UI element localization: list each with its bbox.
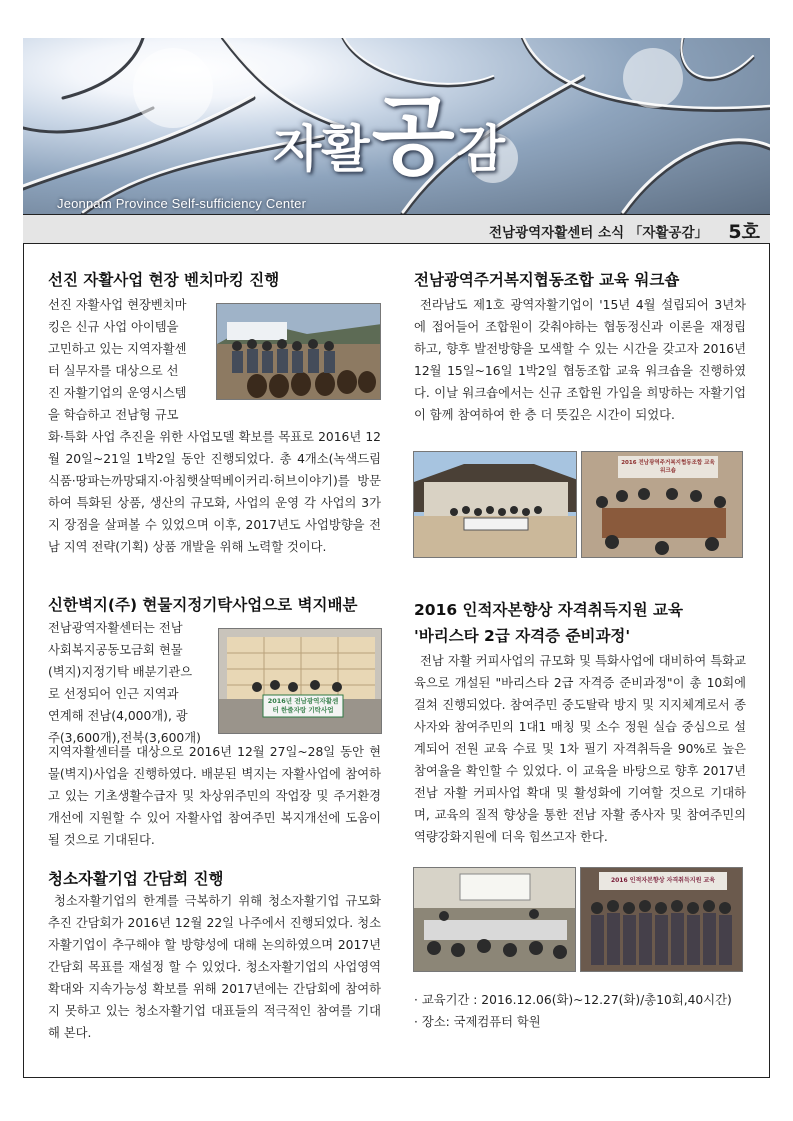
article-title: 전남광역주거복지협동조합 교육 워크숍 [414, 271, 680, 289]
text-line: 킹은 신규 사업 아이템을 [48, 320, 179, 334]
title-part: 자활 [273, 120, 370, 178]
education-period: · 교육기간 : 2016.12.06(화)~12.27(화)/총10회,40시간) [414, 993, 732, 1007]
text-line: 진 자활기업의 운영시스템 [48, 386, 187, 400]
text-line: (벽지)지정기탁 배분기관으 [48, 665, 193, 679]
workshop-meeting-photo [581, 451, 743, 558]
photo-banner-text: 2016 인적자본향상 자격취득지원 교육 [610, 877, 716, 884]
center-english-name: Jeonnam Province Self-sufficiency Center [57, 196, 307, 211]
article-title: 2016 인적자본향상 자격취득지원 교육 [414, 601, 683, 619]
title-part: 감 [456, 120, 505, 178]
text-line: 전남광역자활센터는 전남 [48, 621, 183, 635]
article-body: 청소자활기업의 한계를 극복하기 위해 청소자활기업 규모화 추진 간담회가 2016년 12월 22일 나주에서 진행되었다. 청소자활기업이 추구해야 할 방향성에 대해 논의하였으며 2017년 간담회 목표를 재설정 할 수 있었다. 청소자활기업의 사업영역 확대와 지속가능성 확보를 위해 2017년에는 간담회에 참여하지 못하고 있는 청소자활기업 대표들의 적극적인 참여를 기대해 본다. [48, 894, 381, 1040]
text-line: 터 실무자를 대상으로 선 [48, 364, 179, 378]
text-line: 주(3,600개),전북(3,600개) [48, 731, 201, 745]
issue-number: 5호 [728, 221, 760, 243]
newsletter-label: 전남광역자활센터 소식 「자활공감」 [489, 225, 708, 241]
newsletter-title [273, 86, 505, 187]
photo-banner-text: 2016 전남광역주거복지협동조합 교육 워크숍 [621, 460, 715, 474]
text-line: 고민하고 있는 지역자활센 [48, 342, 187, 356]
newsletter-banner [23, 38, 770, 214]
article-title: 신한벽지(주) 현물지정기탁사업으로 벽지배분 [48, 596, 358, 614]
group-photo-jars [216, 303, 381, 400]
article-body: 지역자활센터를 대상으로 2016년 12월 27일~28일 동안 현물(벽지)사업을 진행하였다. 배분된 벽지는 자활사업에 참여하고 있는 기초생활수급자 및 차상위주민의 작업장 및 주거환경개선에 지원할 수 있어 자활사업 참여주민 복지개선에 도움이 될 것으로 기대된다. [48, 745, 381, 847]
barista-class-photo [413, 867, 576, 972]
text-line: 연계해 전남(4,000개), 광 [48, 709, 188, 723]
text-line: 을 학습하고 전남형 규모 [48, 408, 179, 422]
education-location: · 장소: 국제컴퓨터 학원 [414, 1015, 541, 1029]
text-line: 사회복지공동모금회 현물 [48, 643, 183, 657]
article-subtitle: '바리스타 2급 자격증 준비과정' [414, 627, 631, 645]
text-line: 로 선정되어 인근 지역과 [48, 687, 179, 701]
article-title: 청소자활기업 간담회 진행 [48, 870, 224, 888]
wallpaper-delivery-photo [218, 628, 382, 734]
barista-graduation-photo [580, 867, 743, 972]
issue-bar [23, 214, 770, 244]
article-body: 전라남도 제1호 광역자활기업이 '15년 4월 설립되어 3년차에 접어들어 조합원이 갖춰야하는 협동정신과 이론을 재정립하고, 향후 발전방향을 모색할 수 있는 시간을 갖고자 2016년 12월 15일~16일 1박2일 협동조합 교육 워크숍을 진행하였다. 이날 워크숍에서는 신규 조합원 가입을 희망하는 자활기업이 함께 참여하여 한 층 더 뜻깊은 시간이 되었다. [414, 298, 746, 422]
photo-banner-text: 2016년 전남광역자활센터 한줄자랑 기탁사업 [267, 697, 339, 714]
article-body-wrap [48, 294, 213, 426]
article-title: 선진 자활사업 현장 벤치마킹 진행 [48, 271, 280, 289]
article-body-wrap [48, 617, 213, 749]
article-body: 화·특화 사업 추진을 위한 사업모델 확보를 목표로 2016년 12월 20일~21일 1박2일 동안 진행되었다. 총 4개소(녹색드림식품·땅파는까망돼지·아침햇살떡베이커리·허브이야기)를 방문하여 특화된 상품, 생산의 규모화, 사업의 운영 각 사업의 3가지 장점을 살펴볼 수 있었으며 이후, 2017년도 사업방향을 전남 지역 전략(기획) 상품 개발을 위해 노력할 것이다. [48, 430, 381, 554]
text-line: 선진 자활사업 현장벤치마 [48, 298, 187, 312]
workshop-group-photo [413, 451, 577, 558]
article-body: 전남 자활 커피사업의 규모화 및 특화사업에 대비하여 특화교육으로 개설된 "바리스타 2급 자격증 준비과정"이 총 10회에 걸쳐 진행되었다. 참여주민 중도탈락 방지 및 지지체계로서 종사자와 참여주민의 1대1 매칭 및 소수 정원 실습 중심으로 설계되어 전원 교육 수료 및 1차 필기 자격취득을 90%로 높은 참여율을 확인할 수 있었다. 이 교육을 바탕으로 향후 2017년 전남 자활 커피사업 확대 및 활성화에 기여할 것으로 기대하며, 교육의 질적 향상을 통한 전남 자활 종사자 및 참여주민의 역량강화지원에 더욱 힘쓰고자 한다. [414, 654, 746, 844]
title-part: 공 [371, 86, 455, 187]
